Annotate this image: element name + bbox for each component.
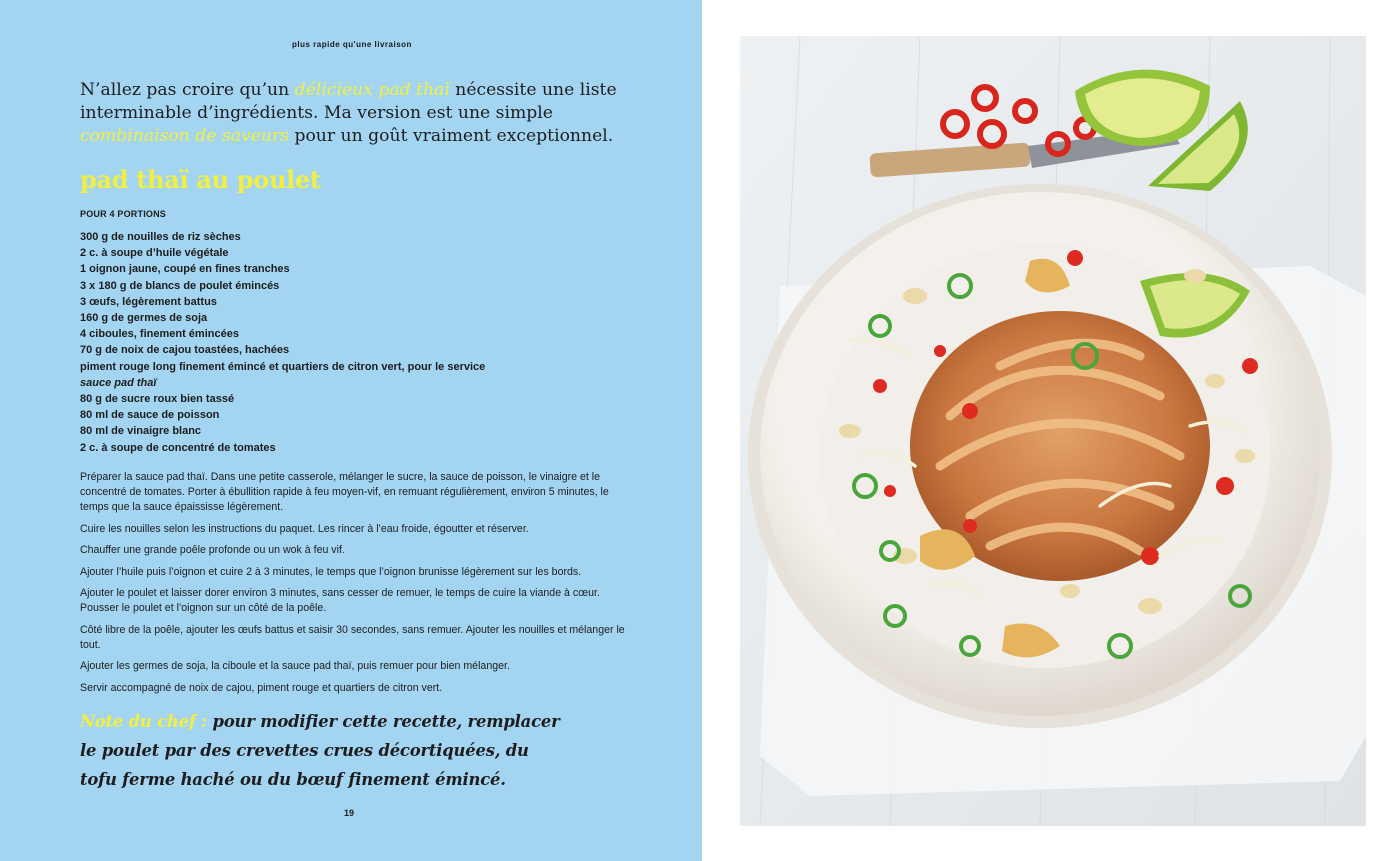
intro-text-3: pour un goût vraiment exceptionnel. (288, 126, 614, 146)
page-number: 19 (344, 808, 355, 818)
method-steps (80, 470, 625, 702)
ingredient-item: 80 ml de sauce de poisson (80, 409, 220, 422)
ingredient-item: 4 ciboules, finement émincées (80, 328, 239, 341)
ingredient-item: 2 c. à soupe de concentré de tomates (80, 441, 276, 454)
intro-text-2: nécessite une liste interminable d’ingrédients. Ma version est une simple (80, 80, 617, 123)
ingredient-item: 3 œufs, légèrement battus (80, 295, 217, 308)
recipe-title: pad thaï au poulet (80, 165, 321, 194)
intro-paragraph (80, 79, 640, 148)
chef-note-text: pour modifier cette recette, remplacer le poulet par des crevettes crues décortiquées, du tofu ferme haché ou du bœuf finement émincé. (80, 712, 560, 789)
ingredient-item: 300 g de nouilles de riz sèches (80, 231, 241, 243)
method-step: Ajouter le poulet et laisser dorer environ 3 minutes, sans cesser de remuer, le temps de cuire la viande à cœur. Pousser le poulet et l’oignon sur un côté de la poêle. (80, 587, 600, 614)
method-step: Ajouter l’huile puis l’oignon et cuire 2 à 3 minutes, le temps que l’oignon brunisse légèrement sur les bords. (80, 565, 582, 578)
intro-text-1: N’allez pas croire qu’un (80, 80, 295, 100)
ingredient-list (80, 229, 485, 456)
method-step: Côté libre de la poêle, ajouter les œufs battus et saisir 30 secondes, sans remuer. Ajouter les nouilles et mélanger le tout. (80, 623, 625, 651)
chef-note-label: Note du chef : (80, 712, 208, 731)
ingredient-item: 70 g de noix de cajou toastées, hachées (80, 344, 290, 357)
portions-label: POUR 4 PORTIONS (80, 209, 167, 219)
running-header: plus rapide qu'une livraison (292, 40, 412, 49)
ingredient-item: 3 x 180 g de blancs de poulet émincés (80, 279, 280, 292)
ingredient-subheading: sauce pad thaï (80, 376, 157, 389)
intro-highlight-2: combinaison de saveurs (80, 126, 289, 146)
ingredient-item: 80 ml de vinaigre blanc (80, 425, 202, 438)
method-step: Servir accompagné de noix de cajou, piment rouge et quartiers de citron vert. (80, 681, 443, 694)
method-step: Cuire les nouilles selon les instructions du paquet. Les rincer à l’eau froide, égoutter et réserver. (80, 522, 529, 535)
ingredient-item: 160 g de germes de soja (80, 312, 208, 325)
method-step: Préparer la sauce pad thaï. Dans une petite casserole, mélanger le sucre, la sauce de poisson, le vinaigre et le concentré de tomates. Porter à ébullition rapide à feu moyen-vif, en remuant régulièrement, environ 5 minutes, le temps que la sauce épaississe légèrement. (80, 471, 609, 513)
method-step: Chauffer une grande poêle profonde ou un wok à feu vif. (80, 544, 345, 556)
chef-note (80, 707, 570, 794)
pad-thai-photo (740, 36, 1366, 826)
method-step: Ajouter les germes de soja, la ciboule et la sauce pad thaï, puis remuer pour bien mélanger. (80, 660, 510, 672)
ingredient-item: piment rouge long finement émincé et quartiers de citron vert, pour le service (80, 360, 486, 373)
intro-highlight-1: délicieux pad thaï (294, 80, 450, 100)
ingredient-item: 2 c. à soupe d’huile végétale (80, 247, 229, 260)
ingredient-item: 80 g de sucre roux bien tassé (80, 393, 235, 406)
ingredient-item: 1 oignon jaune, coupé en fines tranches (80, 263, 290, 276)
